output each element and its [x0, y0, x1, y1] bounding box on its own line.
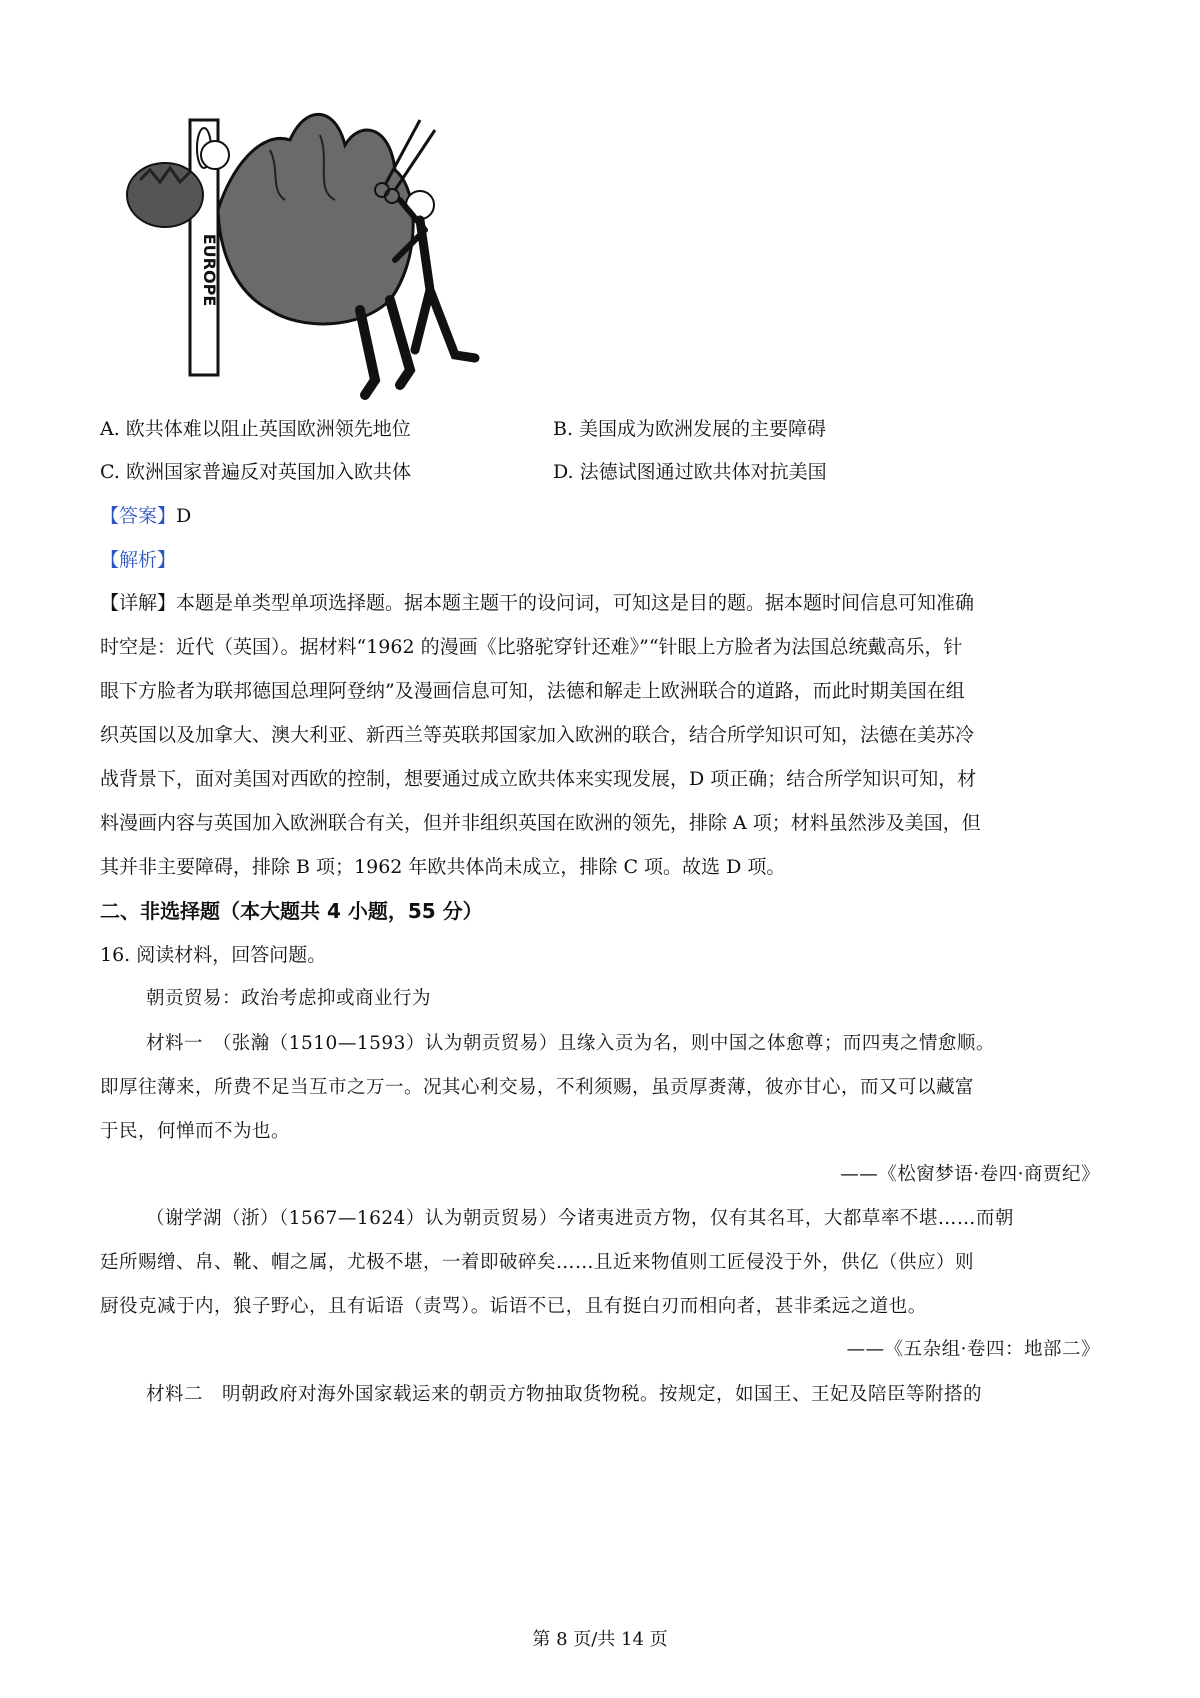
material-1-line-2: 即厚往薄来，所费不足当互市之万一。况其心利交易，不利须赐，虽贡厚赉薄，彼亦甘心，而又可以藏富 [100, 1077, 975, 1098]
question-topic: 朝贡贸易：政治考虑抑或商业行为 [146, 988, 432, 1009]
answer-value: D [176, 505, 192, 527]
detail-line-1: 【详解】本题是单类型单项选择题。据本题主题干的设问词，可知这是目的题。据本题时间信息可知准确 [100, 592, 975, 614]
analysis-label: 【解析】 [100, 549, 177, 571]
option-a: A. 欧共体难以阻止英国欧洲领先地位 [100, 418, 411, 440]
material-1b-line-3: 厨役克减于内，狼子野心，且有诟语（责骂）。诟语不已，且有挺白刃而相向者，甚非柔远之道也。 [100, 1296, 927, 1317]
page-footer: 第 8 页/共 14 页 [532, 1629, 668, 1650]
material-1b-source: ——《五杂组·卷四：地部二》 [846, 1339, 1100, 1360]
option-c: C. 欧洲国家普遍反对英国加入欧共体 [100, 461, 411, 483]
option-b: B. 美国成为欧洲发展的主要障碍 [553, 418, 827, 440]
detail-line-5: 战背景下，面对美国对西欧的控制，想要通过成立欧共体来实现发展，D 项正确；结合所学知识可知，材 [100, 768, 977, 790]
detail-line-4: 织英国以及加拿大、澳大利亚、新西兰等英联邦国家加入欧洲的联合，结合所学知识可知，法德在美苏冷 [100, 724, 975, 746]
option-d: D. 法德试图通过欧共体对抗美国 [553, 461, 827, 483]
material-1b-line-1: （谢学湖（浙）（1567—1624）认为朝贡贸易）今诸夷进贡方物，仅有其名耳，大都草率不堪……而朝 [146, 1208, 1014, 1229]
material-1-line-1: 材料一 （张瀚（1510—1593）认为朝贡贸易）且缘入贡为名，则中国之体愈尊；而四夷之情愈顺。 [146, 1033, 995, 1054]
material-2-line-1: 材料二 明朝政府对海外国家载运来的朝贡方物抽取货物税。按规定，如国王、王妃及陪臣等附搭的 [146, 1384, 983, 1405]
answer-line [100, 501, 191, 528]
question-16-stem: 16. 阅读材料，回答问题。 [100, 944, 327, 966]
material-1-line-3: 于民，何惮而不为也。 [100, 1121, 291, 1142]
detail-line-3: 眼下方脸者为联邦德国总理阿登纳”及漫画信息可知，法德和解走上欧洲联合的道路，而此时期美国在组 [100, 680, 965, 702]
section-title: 二、非选择题（本大题共 4 小题，55 分） [100, 899, 483, 923]
material-1-source: ——《松窗梦语·卷四·商贾纪》 [840, 1164, 1100, 1185]
cartoon-illustration [120, 110, 500, 410]
cartoon-figure [120, 110, 500, 410]
needle-label: EUROPE [200, 233, 219, 307]
answer-label: 【答案】 [100, 505, 177, 527]
detail-line-6: 料漫画内容与英国加入欧洲联合有关，但并非组织英国在欧洲的领先，排除 A 项；材料虽然涉及美国，但 [100, 812, 981, 834]
material-1b-line-2: 廷所赐缯、帛、靴、帽之属，尤极不堪，一着即破碎矣……且近来物值则工匠侵没于外，供亿（供应）则 [100, 1252, 975, 1273]
detail-line-7: 其并非主要障碍，排除 B 项；1962 年欧共体尚未成立，排除 C 项。故选 D 项。 [100, 856, 786, 878]
detail-line-2: 时空是：近代（英国）。据材料“1962 的漫画《比骆驼穿针还难》”“针眼上方脸者为法国总统戴高乐，针 [100, 636, 963, 658]
